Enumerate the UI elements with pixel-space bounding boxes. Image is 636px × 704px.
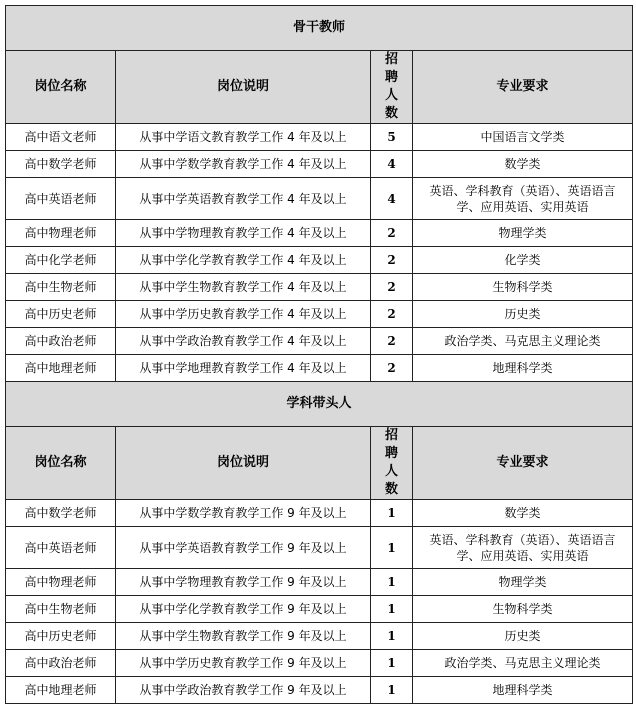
hiring-count-cell: 2 bbox=[371, 301, 413, 328]
table-row bbox=[6, 569, 633, 596]
hiring-count-cell: 1 bbox=[371, 650, 413, 677]
table-row bbox=[6, 650, 633, 677]
major-requirement-cell: 地理科学类 bbox=[413, 355, 633, 382]
major-requirement-cell: 中国语言文学类 bbox=[413, 124, 633, 151]
position-name-cell: 高中历史老师 bbox=[6, 623, 116, 650]
section-title: 骨干教师 bbox=[6, 6, 633, 51]
table-row bbox=[6, 220, 633, 247]
position-description-cell: 从事中学生物教育教学工作 9 年及以上 bbox=[116, 623, 371, 650]
hiring-count-cell: 2 bbox=[371, 274, 413, 301]
major-requirement-cell: 化学类 bbox=[413, 247, 633, 274]
table-row bbox=[6, 527, 633, 569]
position-name-cell: 高中数学老师 bbox=[6, 151, 116, 178]
position-description-cell: 从事中学语文教育教学工作 4 年及以上 bbox=[116, 124, 371, 151]
position-description-cell: 从事中学英语教育教学工作 4 年及以上 bbox=[116, 178, 371, 220]
section-title-row bbox=[6, 382, 633, 427]
hiring-count-cell: 2 bbox=[371, 220, 413, 247]
position-name-cell: 高中物理老师 bbox=[6, 220, 116, 247]
table-row bbox=[6, 596, 633, 623]
table-row bbox=[6, 623, 633, 650]
header-position-description: 岗位说明 bbox=[116, 51, 371, 124]
hiring-count-cell: 1 bbox=[371, 500, 413, 527]
position-description-cell: 从事中学历史教育教学工作 9 年及以上 bbox=[116, 650, 371, 677]
position-name-cell: 高中政治老师 bbox=[6, 328, 116, 355]
table-header-row bbox=[6, 51, 633, 124]
recruitment-table bbox=[5, 5, 633, 704]
hiring-count-cell: 2 bbox=[371, 328, 413, 355]
hiring-count-cell: 5 bbox=[371, 124, 413, 151]
section-title: 学科带头人 bbox=[6, 382, 633, 427]
position-description-cell: 从事中学数学教育教学工作 9 年及以上 bbox=[116, 500, 371, 527]
position-description-cell: 从事中学政治教育教学工作 9 年及以上 bbox=[116, 677, 371, 704]
table-row bbox=[6, 178, 633, 220]
header-hiring-count: 招聘人数 bbox=[371, 51, 413, 124]
position-description-cell: 从事中学化学教育教学工作 9 年及以上 bbox=[116, 596, 371, 623]
hiring-count-cell: 1 bbox=[371, 677, 413, 704]
position-description-cell: 从事中学化学教育教学工作 4 年及以上 bbox=[116, 247, 371, 274]
hiring-count-cell: 1 bbox=[371, 527, 413, 569]
hiring-count-cell: 1 bbox=[371, 569, 413, 596]
header-position-name: 岗位名称 bbox=[6, 427, 116, 500]
table-row bbox=[6, 328, 633, 355]
position-name-cell: 高中地理老师 bbox=[6, 677, 116, 704]
position-description-cell: 从事中学物理教育教学工作 9 年及以上 bbox=[116, 569, 371, 596]
table-row bbox=[6, 677, 633, 704]
major-requirement-cell: 地理科学类 bbox=[413, 677, 633, 704]
major-requirement-cell: 英语、学科教育（英语）、英语语言学、应用英语、实用英语 bbox=[413, 527, 633, 569]
table-row bbox=[6, 355, 633, 382]
position-name-cell: 高中语文老师 bbox=[6, 124, 116, 151]
position-name-cell: 高中地理老师 bbox=[6, 355, 116, 382]
hiring-count-cell: 4 bbox=[371, 151, 413, 178]
recruitment-table-body bbox=[6, 6, 633, 704]
hiring-count-cell: 2 bbox=[371, 247, 413, 274]
position-name-cell: 高中数学老师 bbox=[6, 500, 116, 527]
table-row bbox=[6, 247, 633, 274]
table-row bbox=[6, 124, 633, 151]
position-description-cell: 从事中学地理教育教学工作 4 年及以上 bbox=[116, 355, 371, 382]
major-requirement-cell: 英语、学科教育（英语）、英语语言学、应用英语、实用英语 bbox=[413, 178, 633, 220]
major-requirement-cell: 政治学类、马克思主义理论类 bbox=[413, 650, 633, 677]
position-name-cell: 高中英语老师 bbox=[6, 178, 116, 220]
position-description-cell: 从事中学政治教育教学工作 4 年及以上 bbox=[116, 328, 371, 355]
header-position-name: 岗位名称 bbox=[6, 51, 116, 124]
major-requirement-cell: 历史类 bbox=[413, 623, 633, 650]
major-requirement-cell: 生物科学类 bbox=[413, 274, 633, 301]
position-name-cell: 高中化学老师 bbox=[6, 247, 116, 274]
position-name-cell: 高中物理老师 bbox=[6, 569, 116, 596]
major-requirement-cell: 政治学类、马克思主义理论类 bbox=[413, 328, 633, 355]
header-hiring-count: 招聘人数 bbox=[371, 427, 413, 500]
position-description-cell: 从事中学生物教育教学工作 4 年及以上 bbox=[116, 274, 371, 301]
position-description-cell: 从事中学历史教育教学工作 4 年及以上 bbox=[116, 301, 371, 328]
major-requirement-cell: 生物科学类 bbox=[413, 596, 633, 623]
table-row bbox=[6, 274, 633, 301]
major-requirement-cell: 数学类 bbox=[413, 151, 633, 178]
position-name-cell: 高中英语老师 bbox=[6, 527, 116, 569]
table-header-row bbox=[6, 427, 633, 500]
major-requirement-cell: 物理学类 bbox=[413, 569, 633, 596]
header-position-description: 岗位说明 bbox=[116, 427, 371, 500]
major-requirement-cell: 物理学类 bbox=[413, 220, 633, 247]
major-requirement-cell: 历史类 bbox=[413, 301, 633, 328]
position-description-cell: 从事中学数学教育教学工作 4 年及以上 bbox=[116, 151, 371, 178]
section-title-row bbox=[6, 6, 633, 51]
hiring-count-cell: 2 bbox=[371, 355, 413, 382]
position-description-cell: 从事中学英语教育教学工作 9 年及以上 bbox=[116, 527, 371, 569]
hiring-count-cell: 1 bbox=[371, 596, 413, 623]
table-row bbox=[6, 301, 633, 328]
table-row bbox=[6, 500, 633, 527]
position-name-cell: 高中政治老师 bbox=[6, 650, 116, 677]
hiring-count-cell: 1 bbox=[371, 623, 413, 650]
position-name-cell: 高中历史老师 bbox=[6, 301, 116, 328]
position-description-cell: 从事中学物理教育教学工作 4 年及以上 bbox=[116, 220, 371, 247]
position-name-cell: 高中生物老师 bbox=[6, 596, 116, 623]
hiring-count-cell: 4 bbox=[371, 178, 413, 220]
position-name-cell: 高中生物老师 bbox=[6, 274, 116, 301]
header-major-requirement: 专业要求 bbox=[413, 427, 633, 500]
header-major-requirement: 专业要求 bbox=[413, 51, 633, 124]
major-requirement-cell: 数学类 bbox=[413, 500, 633, 527]
table-row bbox=[6, 151, 633, 178]
